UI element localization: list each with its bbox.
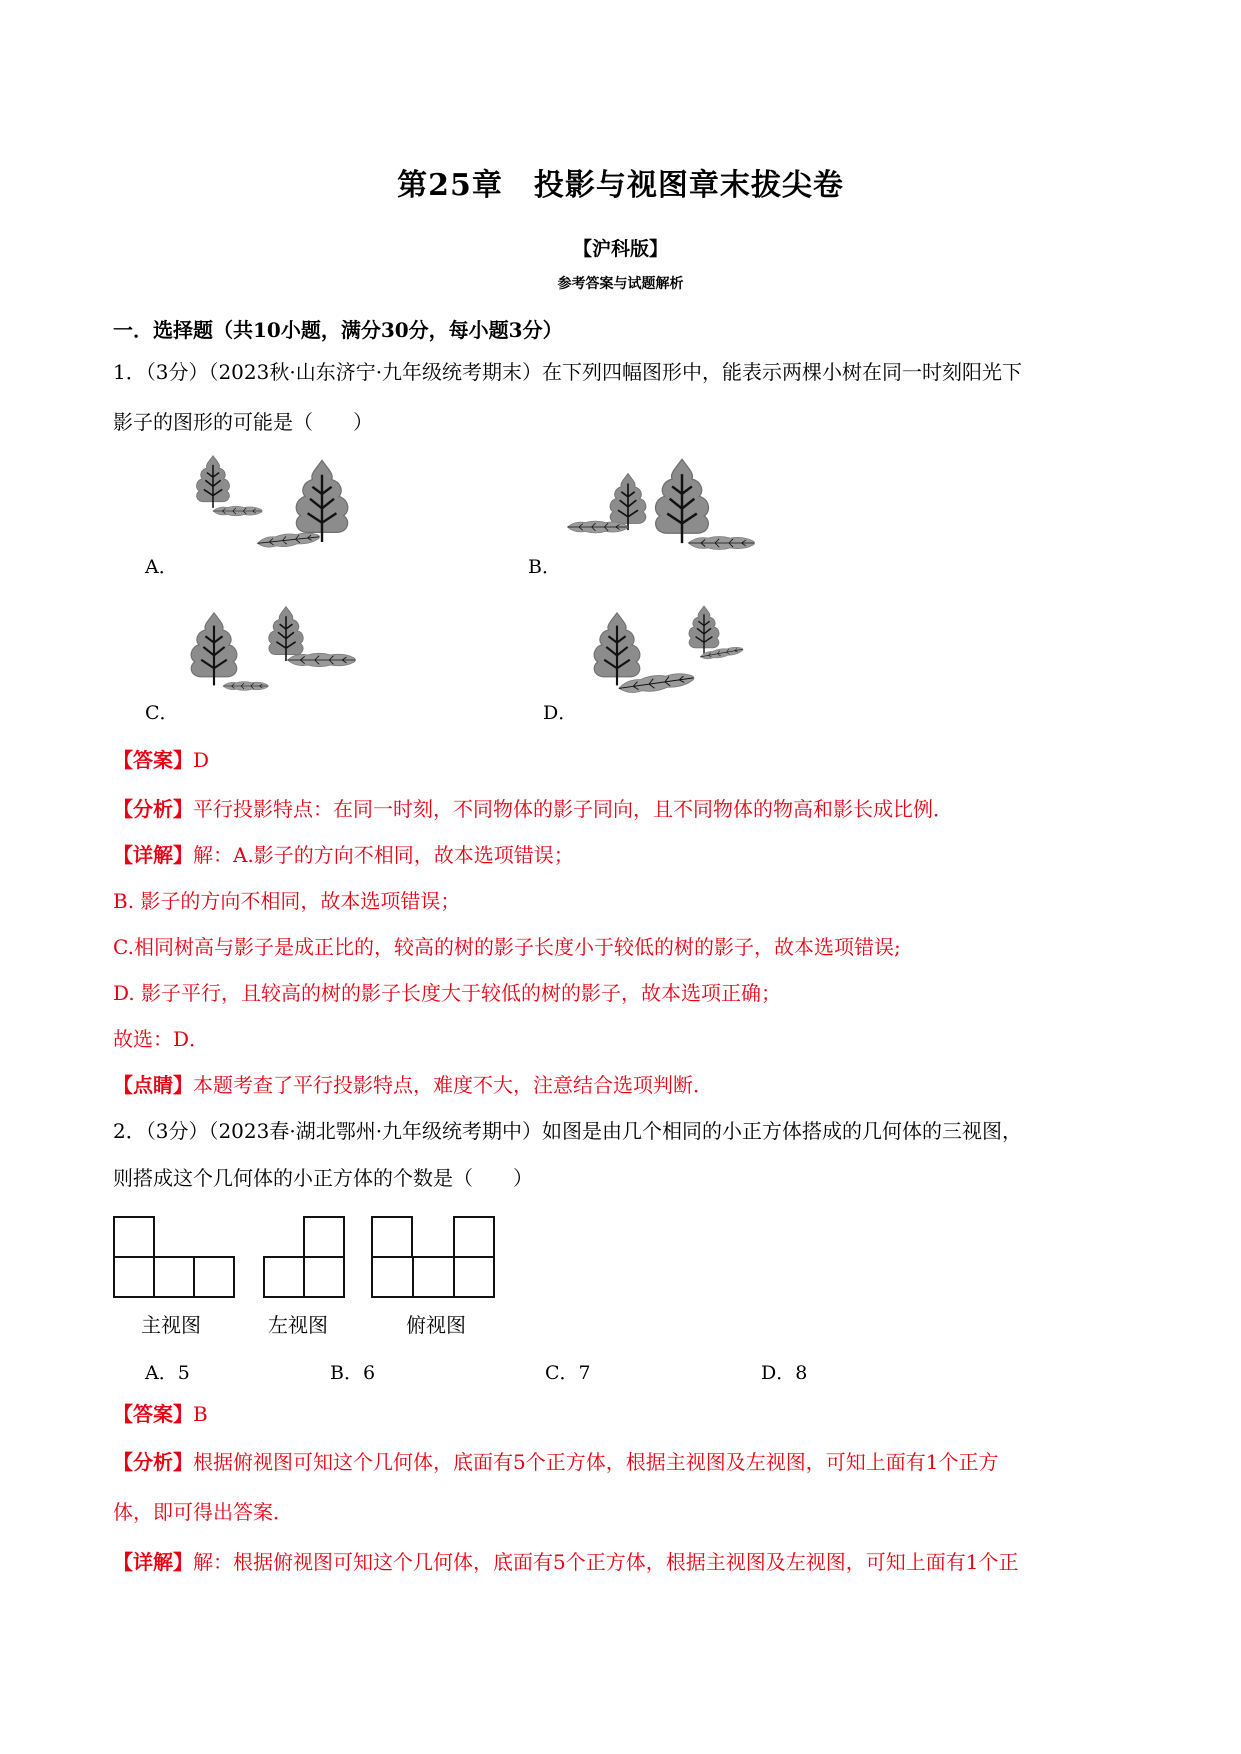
edition-label: 【沪科版】 <box>572 238 668 260</box>
q2-answer: 【答案】B <box>113 1402 208 1426</box>
q1-figure-b <box>565 450 775 560</box>
shadow-icon <box>213 506 262 516</box>
tree-icon <box>689 606 719 654</box>
q1-analysis: 【分析】平行投影特点：在同一时刻，不同物体的影子同向，且不同物体的物高和影长成比例． <box>113 797 953 821</box>
q2-stem-line2: 则搭成这个几何体的小正方体的个数是（ ） <box>113 1166 533 1190</box>
q1-detail-d: D. 影子平行，且较高的树的影子长度大于较低的树的影子，故本选项正确； <box>113 981 782 1005</box>
q2-analysis: 【分析】根据俯视图可知这个几何体，底面有5个正方体，根据主视图及左视图，可知上面有1个正方 <box>113 1450 999 1474</box>
tree-icon <box>191 613 237 686</box>
section-heading: 一．选择题（共10小题，满分30分，每小题3分） <box>113 318 563 342</box>
q1-figure-a <box>190 450 375 560</box>
q2-three-views <box>112 1215 512 1300</box>
top-view-label: 俯视图 <box>406 1313 466 1337</box>
shadow-icon <box>688 537 754 550</box>
q2-option-c: C．7 <box>545 1362 591 1384</box>
q1-figure-c <box>182 600 362 710</box>
tree-icon <box>594 613 640 686</box>
q1-option-b: B． <box>528 556 561 578</box>
q1-option-d: D． <box>543 702 578 724</box>
shadow-icon <box>567 521 627 533</box>
q1-answer: 【答案】D <box>113 748 210 772</box>
q2-detail: 【详解】解：根据俯视图可知这个几何体，底面有5个正方体，根据主视图及左视图，可知上面有1个正 <box>113 1550 1019 1574</box>
q1-option-c: C． <box>145 702 179 724</box>
front-view <box>114 1217 234 1297</box>
shadow-icon <box>257 531 320 550</box>
front-view-label: 主视图 <box>141 1313 201 1337</box>
q1-stem-line2: 影子的图形的可能是（ ） <box>113 410 373 434</box>
q2-option-b: B．6 <box>330 1362 376 1384</box>
subtitle: 参考答案与试题解析 <box>557 276 684 292</box>
q1-choose: 故选：D． <box>113 1027 210 1051</box>
tree-icon <box>269 607 303 661</box>
tree-icon <box>655 459 708 543</box>
q1-detail-b: B. 影子的方向不相同，故本选项错误； <box>113 889 461 913</box>
tree-icon <box>197 456 230 508</box>
q2-option-a: A．5 <box>145 1362 190 1384</box>
q1-option-a: A． <box>145 556 178 578</box>
q1-figure-d <box>585 600 765 710</box>
left-view <box>264 1217 344 1297</box>
q1-stem-line1: 1．（3分）（2023秋·山东济宁·九年级统考期末）在下列四幅图形中，能表示两棵小树在同一时刻阳光下 <box>113 360 1023 384</box>
q1-detail: 【详解】解：A.影子的方向不相同，故本选项错误； <box>113 843 574 867</box>
q2-option-d: D．8 <box>761 1362 808 1384</box>
left-view-label: 左视图 <box>268 1313 328 1337</box>
tree-icon <box>296 460 348 542</box>
q1-detail-c: C.相同树高与影子是成正比的，较高的树的影子长度小于较低的树的影子，故本选项错误; <box>113 935 901 959</box>
q2-stem-line1: 2．（3分）（2023春·湖北鄂州·九年级统考期中）如图是由几个相同的小正方体搭成的几何体的三视图， <box>113 1119 1023 1143</box>
top-view <box>372 1217 494 1297</box>
page-title: 第25章 投影与视图章末拔尖卷 <box>397 168 844 203</box>
shadow-icon <box>287 653 355 666</box>
q2-analysis-line2: 体，即可得出答案． <box>113 1500 293 1524</box>
shadow-icon <box>223 682 268 691</box>
q1-comment: 【点睛】本题考查了平行投影特点，难度不大，注意结合选项判断． <box>113 1073 713 1097</box>
